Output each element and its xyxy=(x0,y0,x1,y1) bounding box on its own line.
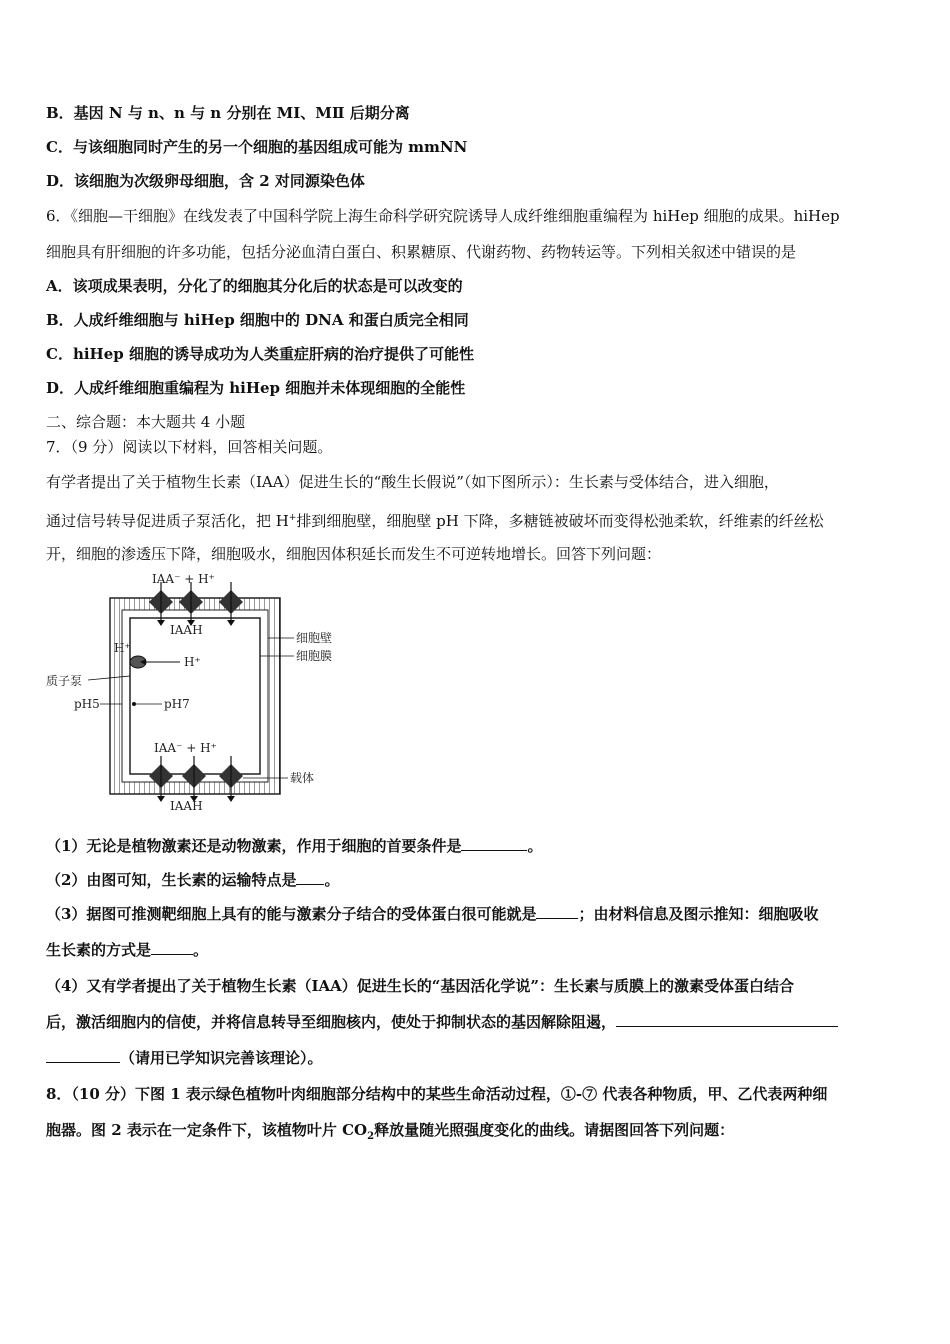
q7-sub3-line2-b: 。 xyxy=(193,941,209,959)
q7-sub3-line2 xyxy=(46,940,208,960)
q8-line2-sub: 2 xyxy=(367,1131,375,1142)
q7-sub2 xyxy=(46,870,339,890)
q5-option-c: C．与该细胞同时产生的另一个细胞的基因组成可能为 mmNN xyxy=(46,138,468,156)
q5-option-b: B．基因 N 与 n、n 与 n 分别在 MⅠ、MⅡ 后期分离 xyxy=(46,104,410,122)
q7-sub1-a: （1）无论是植物激素还是动物激素，作用于细胞的首要条件是 xyxy=(46,837,462,855)
ph7-label: pH7 xyxy=(164,697,190,711)
cell-membrane-label: 细胞膜 xyxy=(296,649,333,663)
q7-sub1 xyxy=(46,836,542,856)
q7-paragraph-line2 xyxy=(46,508,824,531)
answer-blank-4a[interactable] xyxy=(616,1012,838,1027)
q7-paragraph-line3: 开，细胞的渗透压下降，细胞吸水，细胞因体积延长而发生不可逆转地增长。回答下列问题： xyxy=(46,545,662,563)
q7-sub2-b: 。 xyxy=(324,871,340,889)
q7-sub4-line1: （4）又有学者提出了关于植物生长素（IAA）促进生长的“基因活化学说”：生长素与质膜上的激素受体蛋白结合 xyxy=(46,977,794,995)
top-iaa-label: IAA⁻ + H⁺ xyxy=(152,572,215,586)
q8-line1: 8．（10 分）下图 1 表示绿色植物叶肉细胞部分结构中的某些生命活动过程，①-⑦ 代表各种物质，甲、乙代表两种细 xyxy=(46,1085,828,1103)
bottom-iaah-label: IAAH xyxy=(170,799,203,813)
q6-option-c: C．hiHep 细胞的诱导成功为人类重症肝病的治疗提供了可能性 xyxy=(46,345,474,363)
h-plus-right-label: H⁺ xyxy=(184,655,201,669)
q7-sub3-line1-b: ；由材料信息及图示推知：细胞吸收 xyxy=(578,905,819,923)
q8-line2-b: 释放量随光照强度变化的曲线。请据图回答下列问题： xyxy=(374,1121,735,1139)
q7-paragraph-line2-a: 通过信号转导促进质子泵活化，把 H xyxy=(46,512,289,530)
q7-sub4-line3-text: （请用已学知识完善该理论）。 xyxy=(120,1049,323,1067)
q7-sub2-a: （2）由图可知，生长素的运输特点是 xyxy=(46,871,297,889)
answer-blank-3b[interactable] xyxy=(151,940,193,955)
q7-sub4-line3 xyxy=(46,1048,323,1068)
q5-option-d: D．该细胞为次级卵母细胞，含 2 对同源染色体 xyxy=(46,172,365,190)
q7-sub3-line1 xyxy=(46,904,818,924)
section-heading: 二、综合题：本大题共 4 小题 xyxy=(46,413,246,431)
q7-paragraph-line1: 有学者提出了关于植物生长素（IAA）促进生长的“酸生长假说”（如下图所示）：生长素与受体结合，进入细胞， xyxy=(46,473,779,491)
answer-blank-2[interactable] xyxy=(296,870,324,885)
cell-wall-label: 细胞壁 xyxy=(296,631,333,645)
carrier-label: 载体 xyxy=(290,771,315,785)
q6-option-a: A．该项成果表明，分化了的细胞其分化后的状态是可以改变的 xyxy=(46,277,463,295)
q8-line2-a: 胞器。图 2 表示在一定条件下，该植物叶片 CO xyxy=(46,1121,368,1139)
q7-sub3-line1-a: （3）据图可推测靶细胞上具有的能与激素分子结合的受体蛋白很可能就是 xyxy=(46,905,537,923)
top-iaah-label: IAAH xyxy=(170,623,203,637)
acid-growth-diagram xyxy=(44,568,364,814)
proton-pump-label: 质子泵 xyxy=(46,674,83,688)
answer-blank-3a[interactable] xyxy=(536,904,578,919)
q7-sub4-line2 xyxy=(46,1012,838,1032)
q6-option-b: B．人成纤维细胞与 hiHep 细胞中的 DNA 和蛋白质完全相同 xyxy=(46,311,469,329)
q6-stem-line2: 细胞具有肝细胞的许多功能，包括分泌血清白蛋白、积累糖原、代谢药物、药物转运等。下列相关叙述中错误的是 xyxy=(46,243,797,261)
q8-line2 xyxy=(46,1120,734,1147)
q6-option-d: D．人成纤维细胞重编程为 hiHep 细胞并未体现细胞的全能性 xyxy=(46,379,466,397)
q7-sub3-line2-a: 生长素的方式是 xyxy=(46,941,152,959)
answer-blank-4b[interactable] xyxy=(46,1048,120,1063)
q7-intro: 7．（9 分）阅读以下材料，回答相关问题。 xyxy=(46,438,333,456)
q6-stem-line1: 6．《细胞—干细胞》在线发表了中国科学院上海生命科学研究院诱导人成纤维细胞重编程为 hiHep 细胞的成果。hiHep xyxy=(46,207,840,225)
q7-sub1-b: 。 xyxy=(527,837,543,855)
ph5-label: pH5 xyxy=(74,697,100,711)
answer-blank-1[interactable] xyxy=(461,836,527,851)
h-plus-left-label: H⁺ xyxy=(114,641,131,655)
q7-paragraph-line2-sup: + xyxy=(288,513,297,523)
q7-paragraph-line2-b: 排到细胞壁，细胞壁 pH 下降，多糖链被破坏而变得松弛柔软，纤维素的纤丝松 xyxy=(296,512,824,530)
bottom-iaa-label: IAA⁻ + H⁺ xyxy=(154,741,217,755)
q7-sub4-line2-text: 后，激活细胞内的信使，并将信息转导至细胞核内，使处于抑制状态的基因解除阻遏， xyxy=(46,1013,617,1031)
